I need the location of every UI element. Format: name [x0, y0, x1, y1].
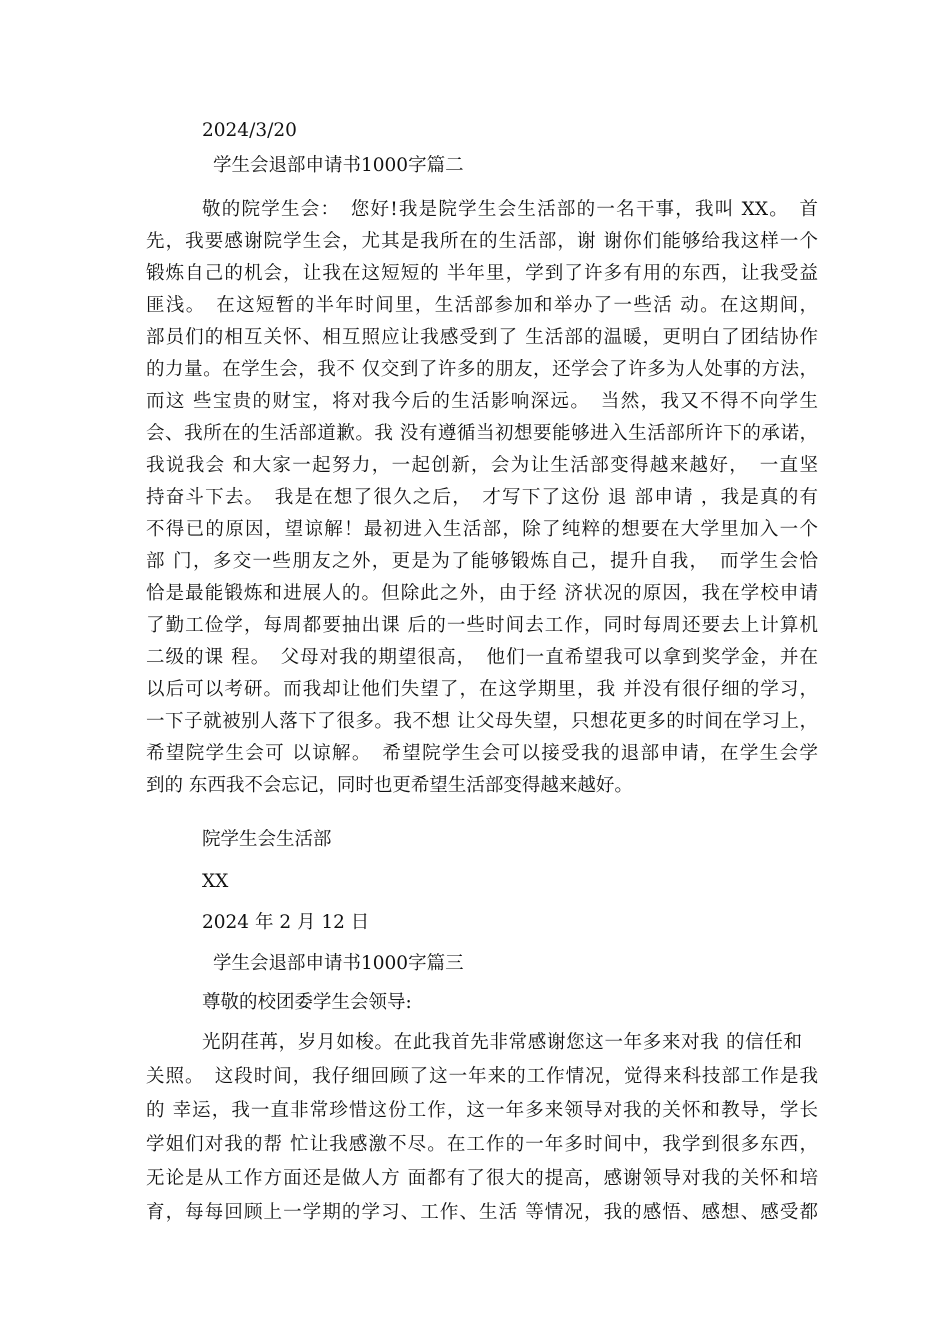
paragraph-line: 育，每每回顾上一学期的学习、工作、生活 等情况，我的感悟、感想、感受都 — [146, 1202, 818, 1223]
paragraph-line: 敬的院学生会： 您好!我是院学生会生活部的一名干事，我叫 XX。 首 — [202, 199, 818, 220]
paragraph-line: 到的 东西我不会忘记，同时也更希望生活部变得越来越好。 — [146, 775, 633, 796]
paragraph-line: 光阴荏苒，岁月如梭。在此我首先非常感谢您这一年多来对我 的信任和 — [202, 1032, 802, 1053]
paragraph-line: 不得已的原因，望谅解！最初进入生活部，除了纯粹的想要在大学里加入一个 — [146, 519, 818, 540]
paragraph-line: 了勤工俭学，每周都要抽出课 后的一些时间去工作，同时每周还要去上计算机 — [146, 615, 818, 636]
paragraph-line: 先，我要感谢院学生会，尤其是我所在的生活部，谢 谢你们能够给我这样一个 — [146, 231, 818, 252]
paragraph-line: 无论是从工作方面还是做人方 面都有了很大的提高，感谢领导对我的关怀和培 — [146, 1168, 818, 1189]
paragraph-line: 锻炼自己的机会，让我在这短短的 半年里，学到了许多有用的东西，让我受益 — [146, 263, 818, 284]
section-heading-3: 学生会退部申请书1000字篇三 — [213, 953, 464, 974]
paragraph-line: 的 幸运，我一直非常珍惜这份工作，这一年多来领导对我的关怀和教导，学长 — [146, 1100, 818, 1121]
paragraph-line: 二级的课 程。 父母对我的期望很高， 他们一直希望我可以拿到奖学金，并在 — [146, 647, 818, 668]
paragraph-line: 部 门，多交一些朋友之外，更是为了能够锻炼自己，提升自我， 而学生会恰 — [146, 551, 818, 572]
paragraph-line: 希望院学生会可 以谅解。 希望院学生会可以接受我的退部申请，在学生会学 — [146, 743, 818, 764]
paragraph-line: 一下子就被别人落下了很多。我不想 让父母失望，只想花更多的时间在学习上， — [146, 711, 818, 732]
section-heading-2: 学生会退部申请书1000字篇二 — [213, 155, 464, 176]
paragraph-line: 匪浅。 在这短暂的半年时间里，生活部参加和举办了一些活 动。在这期间， — [146, 295, 818, 316]
date-line: 2024/3/20 — [202, 120, 297, 141]
signature-date: 2024 年 2 月 12 日 — [202, 912, 370, 933]
paragraph-line: 我说我会 和大家一起努力，一起创新，会为让生活部变得越来越好， 一直坚 — [146, 455, 818, 476]
salutation: 尊敬的校团委学生会领导: — [202, 992, 412, 1013]
paragraph-line: 持奋斗下去。 我是在想了很久之后， 才写下了这份 退 部申请 ，我是真的有 — [146, 487, 818, 508]
paragraph-line: 的力量。在学生会，我不 仅交到了许多的朋友，还学会了许多为人处事的方法， — [146, 359, 818, 380]
paragraph-line: 而这 些宝贵的财宝，将对我今后的生活影响深远。 当然，我又不得不向学生 — [146, 391, 818, 412]
paragraph-line: 部员们的相互关怀、相互照应让我感受到了 生活部的温暖，更明白了团结协作 — [146, 327, 818, 348]
signature-department: 院学生会生活部 — [202, 829, 332, 850]
signature-name: XX — [202, 871, 229, 892]
paragraph-line: 会、我所在的生活部道歉。我 没有遵循当初想要能够进入生活部所许下的承诺， — [146, 423, 818, 444]
paragraph-line: 关照。 这段时间，我仔细回顾了这一年来的工作情况，觉得来科技部工作是我 — [146, 1066, 818, 1087]
paragraph-line: 学姐们对我的帮 忙让我感激不尽。在工作的一年多时间中，我学到很多东西， — [146, 1134, 818, 1155]
paragraph-line: 恰是最能锻炼和进展人的。但除此之外，由于经 济状况的原因，我在学校申请 — [146, 583, 818, 604]
paragraph-line: 以后可以考研。而我却让他们失望了，在这学期里，我 并没有很仔细的学习， — [146, 679, 818, 700]
